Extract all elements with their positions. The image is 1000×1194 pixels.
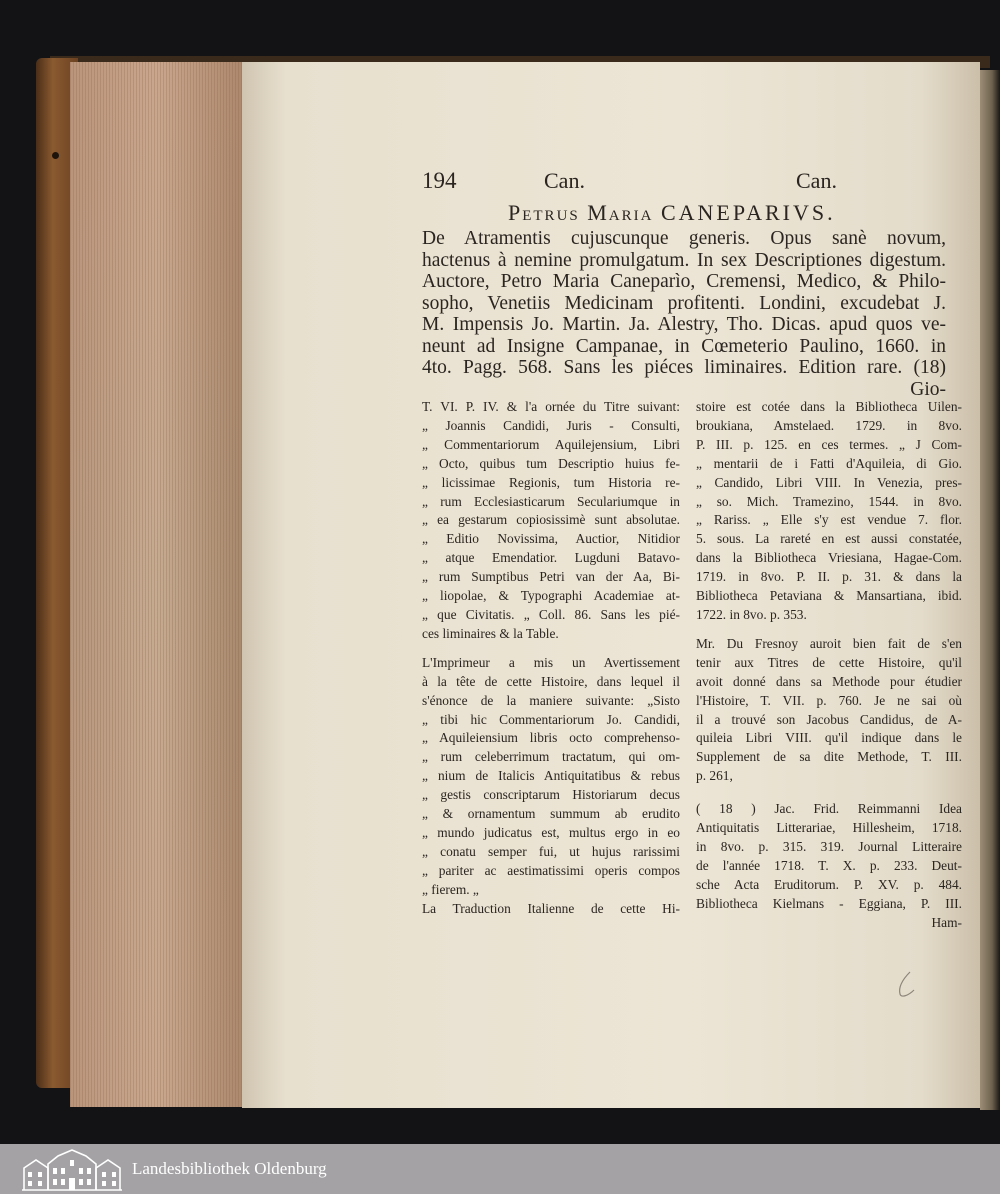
text-line: T. VI. P. IV. & l'a ornée du Titre suivant:	[422, 399, 680, 414]
library-name: Landesbibliothek Oldenburg	[132, 1159, 327, 1178]
text-line: „ gestis conscriptarum Historiarum decus	[422, 787, 680, 803]
catchword: Ham-	[931, 914, 962, 930]
text-line: Supplement de sa dite Methode, T. III.	[696, 749, 962, 765]
text-line: P. III. p. 125. en ces termes. „ J Com-	[696, 436, 962, 452]
text-line: „ mundo judicatus est, multus ergo in eo	[422, 824, 680, 840]
text-line: stoire est cotée dans la Bibliotheca Uilen-	[696, 399, 962, 414]
text-line: De Atramentis cujuscunque generis. Opus sanè novum,	[422, 228, 946, 249]
text-line: 1722. in 8vo. p. 353.	[696, 606, 807, 622]
page-number: 194	[422, 168, 457, 193]
text-line: „ mentarii de i Fatti d'Aquileia, di Gio.	[696, 455, 962, 471]
text-line: „ fierem. „	[422, 881, 479, 897]
text-line: s'énonce de la maniere suivante: „Sisto	[422, 692, 680, 708]
catchword: Gio-	[910, 378, 946, 400]
text-line: „ rum celeberrimum tractatum, qui om-	[422, 749, 680, 765]
text-line: 4to. Pagg. 568. Sans les piéces liminaires. Edition rare. (18)	[422, 357, 946, 378]
text-line: Mr. Du Fresnoy auroit bien fait de s'en	[696, 635, 962, 651]
footnote-line: Antiquitatis Litterariae, Hillesheim, 1718.	[696, 820, 962, 836]
text-line: Bibliotheca Petaviana & Mansartiana, ibid.	[696, 588, 962, 604]
text-line: „ conatu semper fui, ut hujus rarissimi	[422, 843, 680, 859]
text-line: „ Joannis Candidi, Juris - Consulti,	[422, 417, 680, 433]
text-line: „ nium de Italicis Antiquitatibus & rebus	[422, 768, 680, 784]
text-line: „ rum Sumptibus Petri van der Aa, Bi-	[422, 569, 680, 585]
text-line: avoit donné dans sa Methode pour étudier	[696, 673, 962, 689]
text-line: L'Imprimeur a mis un Avertissement	[422, 654, 680, 670]
library-building-logo	[22, 1146, 122, 1192]
text-line: „ Editio Novissima, Auctior, Nitidior	[422, 531, 680, 547]
footer-bar	[0, 1144, 1000, 1194]
text-line: Auctore, Petro Maria Caneparìo, Cremensi, Medico, & Philo-	[422, 271, 946, 292]
text-line: „ Candido, Libri VIII. In Venezia, pres-	[696, 474, 962, 490]
text-line: ces liminaires & la Table.	[422, 625, 559, 641]
text-line: neunt ad Insigne Campanae, in Cœmeterio Paulino, 1660. in	[422, 335, 946, 357]
cover-rivet	[52, 152, 59, 159]
title-name: CANEPARIVS.	[660, 200, 836, 225]
text-line: broukiana, Amstelaed. 1729. in 8vo.	[696, 417, 962, 433]
text-line: „ tibi hic Commentariorum Jo. Candidi,	[422, 711, 680, 727]
entry-title	[508, 200, 836, 226]
text-line: sopho, Venetiis Medicinam profitenti. Londini, excudebat J.	[422, 292, 946, 314]
text-line: „ licissimae Regionis, tum Historia re-	[422, 474, 680, 490]
text-line: „ Rariss. „ Elle s'y est vendue 7. flor.	[696, 512, 962, 528]
text-line: „ Aquileiensium libris octo comprehenso-	[422, 730, 680, 746]
text-line: p. 261,	[696, 768, 733, 784]
text-line: „ rum Ecclesiasticarum Seculariumque in	[422, 493, 680, 509]
pencil-mark	[892, 970, 922, 1000]
entry-main-text	[422, 228, 946, 400]
footnote-line: in 8vo. p. 315. 319. Journal Litteraire	[696, 838, 962, 854]
text-line: „ so. Mich. Tramezino, 1544. in 8vo.	[696, 493, 962, 509]
page-edges	[70, 62, 242, 1107]
text-line: tenir aux Titres de cette Histoire, qu'il	[696, 654, 962, 670]
text-line: „ que Civitatis. „ Coll. 86. Sans les pié-	[422, 606, 680, 622]
book-right-edge	[980, 70, 1000, 1110]
footnote-line: sche Acta Eruditorum. P. XV. p. 484.	[696, 876, 962, 892]
text-line: La Traduction Italienne de cette Hi-	[422, 900, 680, 916]
text-line: „ & ornamentum summum ab erudito	[422, 806, 680, 822]
text-line: „ ea gestarum copiosissimè sunt absolutae.	[422, 512, 680, 528]
text-line: „ atque Emendatior. Lugduni Batavo-	[422, 550, 680, 566]
footnote-line: ( 18 ) Jac. Frid. Reimmanni Idea	[696, 801, 962, 817]
text-line: hactenus à nemine promulgatum. In sex Descriptiones digestum.	[422, 249, 946, 271]
running-head-left: Can.	[544, 168, 585, 193]
text-line: il a trouvé son Jacobus Candidus, de A-	[696, 711, 962, 727]
text-line: à la tête de cette Histoire, dans lequel il	[422, 673, 680, 689]
book-page	[242, 62, 980, 1108]
text-line: „ Commentariorum Aquilejensium, Libri	[422, 436, 680, 452]
text-line: quileia Libri VIII. qu'il indique dans le	[696, 730, 962, 746]
title-prefix: Petrus Maria	[508, 200, 654, 225]
text-line: „ pariter ac aestimatissimi operis compos	[422, 862, 680, 878]
right-column	[696, 398, 962, 932]
footnote-line: de l'année 1718. T. X. p. 233. Deut-	[696, 857, 962, 873]
running-head-right: Can.	[796, 168, 837, 193]
left-column	[422, 398, 680, 918]
footnote-line: Bibliotheca Kielmans - Eggiana, P. III.	[696, 895, 962, 911]
text-line: dans la Bibliotheca Vriesiana, Hagae-Com.	[696, 550, 962, 566]
text-line: 1719. in 8vo. P. II. p. 31. & dans la	[696, 569, 962, 585]
text-line: 5. sous. La rareté en est aussi constatée,	[696, 531, 962, 547]
text-line: „ liopolae, & Typographi Academiae at-	[422, 588, 680, 604]
text-line: „ Octo, quibus tum Descriptio huius fe-	[422, 455, 680, 471]
text-line: l'Histoire, T. VII. p. 760. Je ne sai où	[696, 692, 962, 708]
text-line: M. Impensis Jo. Martin. Ja. Alestry, Tho. Dicas. apud quos ve-	[422, 314, 946, 335]
